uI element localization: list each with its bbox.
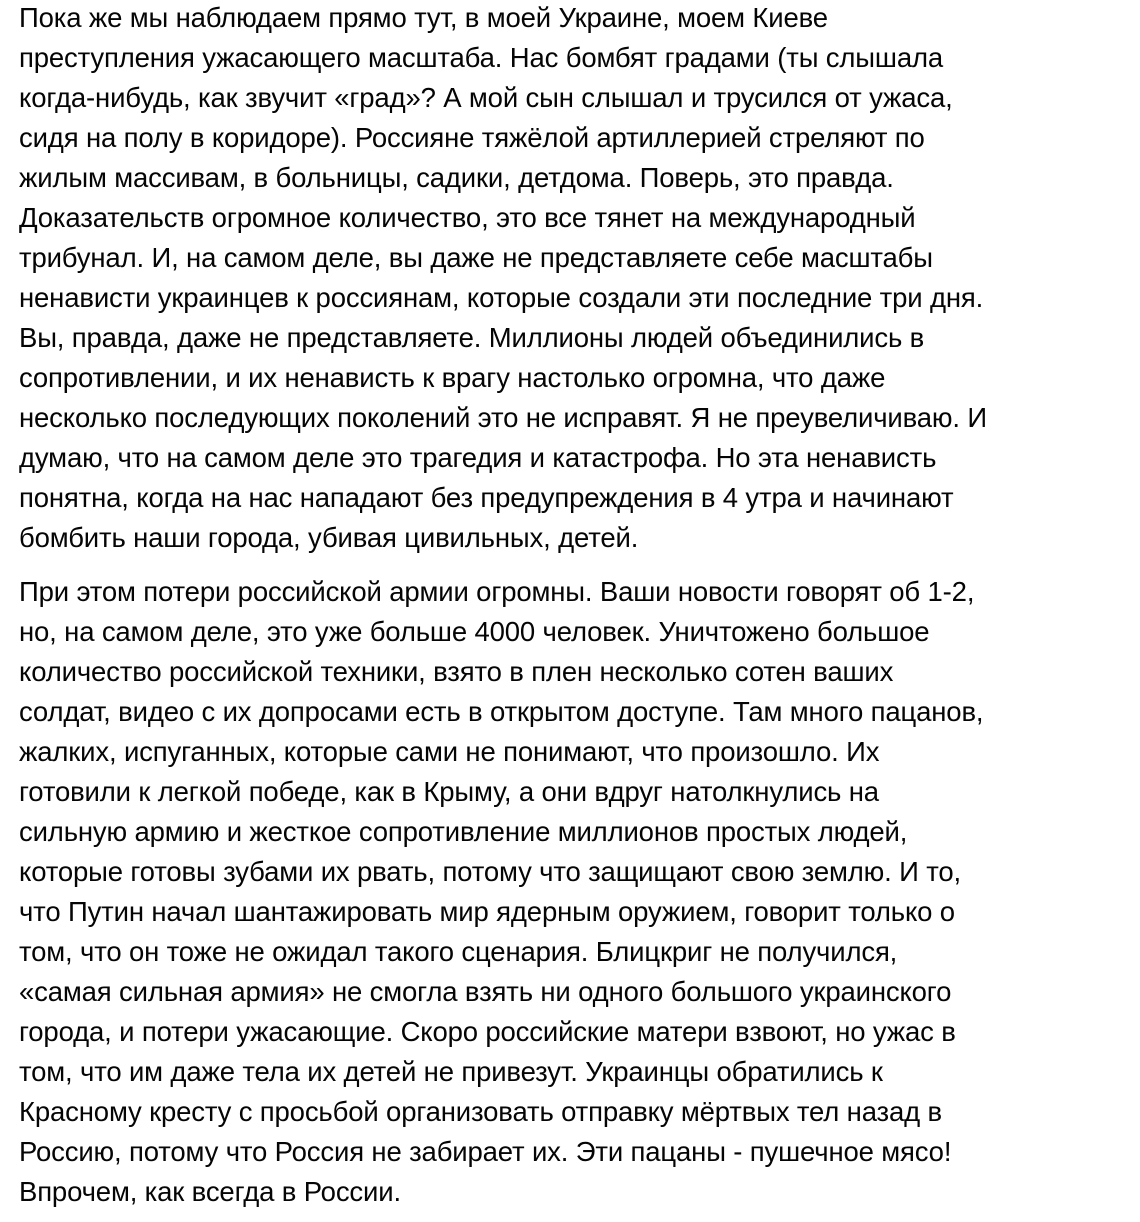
text-line: том, что им даже тела их детей не привезут. Украинцы обратились к — [19, 1056, 883, 1087]
text-line: Россию, потому что Россия не забирает их. Эти пацаны - пушечное мясо! — [19, 1136, 952, 1167]
paragraph-1 — [19, 0, 987, 558]
text-line: преступления ужасающего масштаба. Нас бомбят градами (ты слышала — [19, 42, 944, 73]
text-line: готовили к легкой победе, как в Крыму, а они вдруг натолкнулись на — [19, 776, 879, 807]
text-line: которые готовы зубами их рвать, потому что защищают свою землю. И то, — [19, 856, 961, 887]
text-line: Пока же мы наблюдаем прямо тут, в моей Украине, моем Киеве — [19, 2, 828, 33]
text-line: что Путин начал шантажировать мир ядерным оружием, говорит только о — [19, 896, 955, 927]
text-line: солдат, видео с их допросами есть в открытом доступе. Там много пацанов, — [19, 696, 984, 727]
text-line: бомбить наши города, убивая цивильных, детей. — [19, 522, 639, 553]
text-line: Красному кресту с просьбой организовать отправку мёртвых тел назад в — [19, 1096, 942, 1127]
text-line: ненависти украинцев к россиянам, которые создали эти последние три дня. — [19, 282, 984, 313]
text-line: сопротивлении, и их ненависть к врагу настолько огромна, что даже — [19, 362, 886, 393]
text-line: Впрочем, как всегда в России. — [19, 1176, 401, 1207]
text-line: понятна, когда на нас нападают без предупреждения в 4 утра и начинают — [19, 482, 954, 513]
text-line: сидя на полу в коридоре). Россияне тяжёлой артиллерией стреляют по — [19, 122, 925, 153]
paragraph-2 — [19, 572, 983, 1212]
text-line: несколько последующих поколений это не исправят. Я не преувеличиваю. И — [19, 402, 987, 433]
text-line: «самая сильная армия» не смогла взять ни одного большого украинского — [19, 976, 952, 1007]
text-line: когда-нибудь, как звучит «град»? А мой сын слышал и трусился от ужаса, — [19, 82, 953, 113]
text-line: но, на самом деле, это уже больше 4000 человек. Уничтожено большое — [19, 616, 930, 647]
text-line: думаю, что на самом деле это трагедия и катастрофа. Но эта ненависть — [19, 442, 937, 473]
text-line: трибунал. И, на самом деле, вы даже не представляете себе масштабы — [19, 242, 933, 273]
text-line: города, и потери ужасающие. Скоро российские матери взвоют, но ужас в — [19, 1016, 956, 1047]
text-line: Вы, правда, даже не представляете. Миллионы людей объединились в — [19, 322, 925, 353]
text-line: жалких, испуганных, которые сами не понимают, что произошло. Их — [19, 736, 880, 767]
text-line: жилым массивам, в больницы, садики, детдома. Поверь, это правда. — [19, 162, 894, 193]
text-line: количество российской техники, взято в плен несколько сотен ваших — [19, 656, 894, 687]
text-line: Доказательств огромное количество, это все тянет на международный — [19, 202, 916, 233]
text-line: сильную армию и жесткое сопротивление миллионов простых людей, — [19, 816, 908, 847]
text-line: При этом потери российской армии огромны. Ваши новости говорят об 1-2, — [19, 576, 975, 607]
text-line: том, что он тоже не ожидал такого сценария. Блицкриг не получился, — [19, 936, 898, 967]
